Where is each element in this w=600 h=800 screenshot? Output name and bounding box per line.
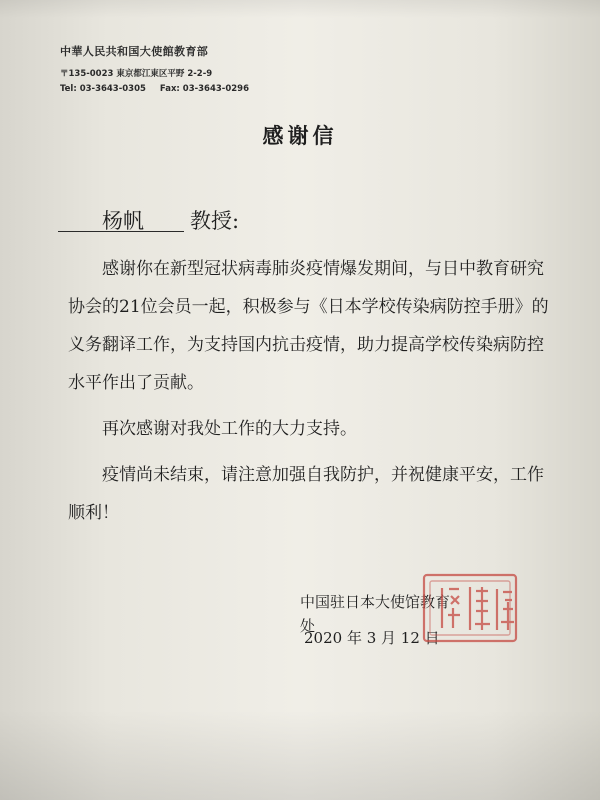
- letterhead-organization: 中華人民共和国大使館教育部: [60, 45, 209, 58]
- letterhead-contact: [60, 84, 310, 94]
- salutation: [58, 203, 318, 233]
- letterhead-tel: Tel: 03-3643-0305: [60, 84, 146, 94]
- top-shadow: [0, 0, 600, 18]
- letter-title: 感谢信: [262, 124, 338, 148]
- letter-date: 2020 年 3 月 12 日: [304, 629, 440, 647]
- recipient-title: 教授:: [190, 209, 240, 233]
- signature-organization: 中国驻日本大使馆教育处: [300, 593, 451, 635]
- body-paragraph-2: 再次感谢对我处工作的大力支持。: [102, 419, 357, 439]
- official-seal-icon: [415, 572, 525, 644]
- letterhead-fax: Fax: 03-3643-0296: [159, 84, 249, 94]
- letterhead: [60, 43, 310, 94]
- letterhead-address: 〒135-0023 東京都江東区平野 2-2-9: [60, 69, 213, 79]
- recipient-name: 杨帆: [102, 209, 144, 233]
- body-paragraph-1: 感谢你在新型冠状病毒肺炎疫情爆发期间，与日中教育研究协会的21位会员一起，积极参与《日本学校传染病防控手册》的义务翻译工作，为支持国内抗击疫情，助力提高学校传染病防控水平作出了贡献。: [68, 259, 549, 393]
- letter-body: [68, 250, 554, 532]
- bottom-shadow: [0, 710, 600, 800]
- body-paragraph-3: 疫情尚未结束，请注意加强自我防护，并祝健康平安，工作顺利！: [68, 465, 544, 523]
